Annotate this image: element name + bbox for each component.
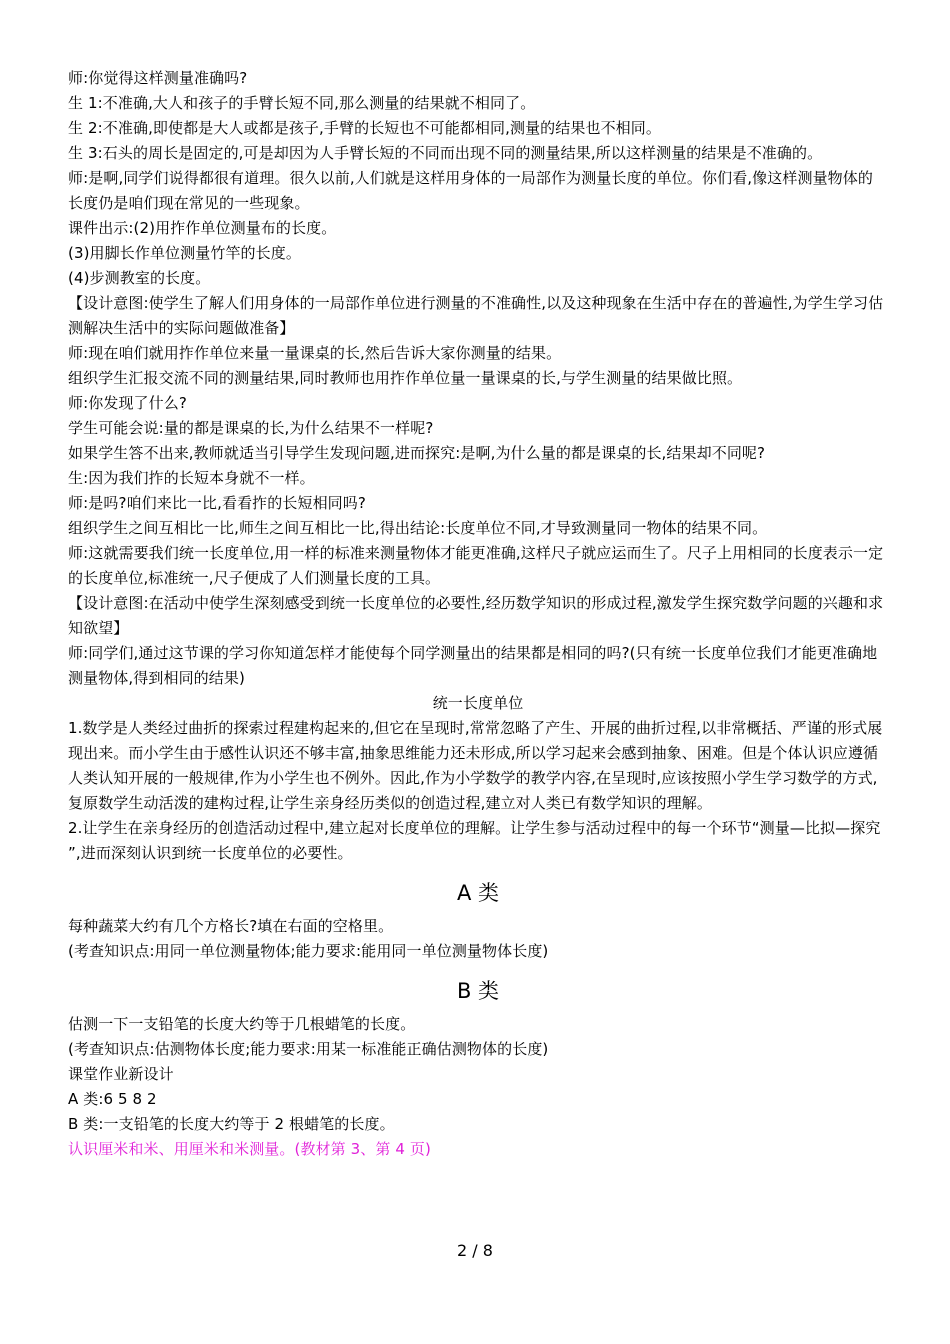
paragraph: A 类:6 5 8 2 <box>68 1090 157 1108</box>
paragraph: 生 3:石头的周长是固定的,可是却因为人手臂长短的不同而出现不同的测量结果,所以这样测量的结果是不准确的。 <box>68 144 823 162</box>
paragraph: 1.数学是人类经过曲折的探索过程建构起来的,但它在呈现时,常常忽略了产生、开展的曲折过程,以非常概括、严谨的形式展现出来。而小学生由于感性认识还不够丰富,抽象思维能力还未形成,所以学习起来会感到抽象、困难。但是个体认识应遵循人类认知开展的一般规律,作为小学生也不例外。因此,作为小学数学的教学内容,在呈现时,应该按照小学生学习数学的方式,复原数学生动活泼的建构过程,让学生亲身经历类似的创造过程,建立对人类已有数学知识的理解。 <box>68 719 883 812</box>
heading-b: B 类 <box>456 979 500 1003</box>
paragraph: 师:这就需要我们统一长度单位,用一样的标准来测量物体才能更准确,这样尺子就应运而生了。尺子上用相同的长度表示一定的长度单位,标准统一,尺子便成了人们测量长度的工具。 <box>68 544 884 587</box>
paragraph: 生 1:不准确,大人和孩子的手臂长短不同,那么测量的结果就不相同了。 <box>68 94 536 112</box>
paragraph: 生:因为我们拃的长短本身就不一样。 <box>68 469 315 487</box>
heading-a: A 类 <box>456 881 500 905</box>
paragraph: 课堂作业新设计 <box>68 1065 174 1083</box>
paragraph: 组织学生之间互相比一比,师生之间互相比一比,得出结论:长度单位不同,才导致测量同一物体的结果不同。 <box>68 519 768 537</box>
design-intent-paragraph: 【设计意图:在活动中使学生深刻感受到统一长度单位的必要性,经历数学知识的形成过程,激发学生探究数学问题的兴趣和求知欲望】 <box>68 594 884 637</box>
paragraph: (考查知识点:估测物体长度;能力要求:用某一标准能正确估测物体的长度) <box>68 1040 549 1058</box>
highlighted-topic-line: 认识厘米和米、用厘米和米测量。(教材第 3、第 4 页) <box>68 1140 431 1158</box>
paragraph: 师:是吗?咱们来比一比,看看拃的长短相同吗? <box>68 494 366 512</box>
paragraph: 2.让学生在亲身经历的创造活动过程中,建立起对长度单位的理解。让学生参与活动过程中的每一个环节“测量—比拟—探究 ”,进而深刻认识到统一长度单位的必要性。 <box>68 819 881 862</box>
paragraph: B 类:一支铅笔的长度大约等于 2 根蜡笔的长度。 <box>68 1115 395 1133</box>
paragraph: 师:你发现了什么? <box>68 394 187 412</box>
paragraph: (4)步测教室的长度。 <box>68 269 211 287</box>
paragraph: 师:同学们,通过这节课的学习你知道怎样才能使每个同学测量出的结果都是相同的吗?(只有统一长度单位我们才能更准确地测量物体,得到相同的结果) <box>68 644 878 687</box>
paragraph: 师:你觉得这样测量准确吗? <box>68 69 248 87</box>
paragraph: 生 2:不准确,即使都是大人或都是孩子,手臂的长短也不可能都相同,测量的结果也不相同。 <box>68 119 661 137</box>
design-intent-paragraph: 【设计意图:使学生了解人们用身体的一局部作单位进行测量的不准确性,以及这种现象在生活中存在的普遍性,为学生学习估测解决生活中的实际问题做准备】 <box>68 294 884 337</box>
paragraph: 师:是啊,同学们说得都很有道理。很久以前,人们就是这样用身体的一局部作为测量长度的单位。你们看,像这样测量物体的长度仍是咱们现在常见的一些现象。 <box>68 169 873 212</box>
paragraph: 每种蔬菜大约有几个方格长?填在右面的空格里。 <box>68 917 394 935</box>
paragraph: 师:现在咱们就用拃作单位来量一量课桌的长,然后告诉大家你测量的结果。 <box>68 344 562 362</box>
paragraph: 学生可能会说:量的都是课桌的长,为什么结果不一样呢? <box>68 419 434 437</box>
paragraph: 如果学生答不出来,教师就适当引导学生发现问题,进而探究:是啊,为什么量的都是课桌的长,结果却不同呢? <box>68 444 766 462</box>
paragraph: (3)用脚长作单位测量竹竿的长度。 <box>68 244 301 262</box>
section-title: 统一长度单位 <box>432 694 524 712</box>
page-number: 2 / 8 <box>457 1241 493 1260</box>
document-body <box>68 66 888 1162</box>
paragraph: 组织学生汇报交流不同的测量结果,同时教师也用拃作单位量一量课桌的长,与学生测量的结果做比照。 <box>68 369 743 387</box>
paragraph: 课件出示:(2)用拃作单位测量布的长度。 <box>68 219 337 237</box>
paragraph: (考查知识点:用同一单位测量物体;能力要求:能用同一单位测量物体长度) <box>68 942 549 960</box>
paragraph: 估测一下一支铅笔的长度大约等于几根蜡笔的长度。 <box>68 1015 416 1033</box>
